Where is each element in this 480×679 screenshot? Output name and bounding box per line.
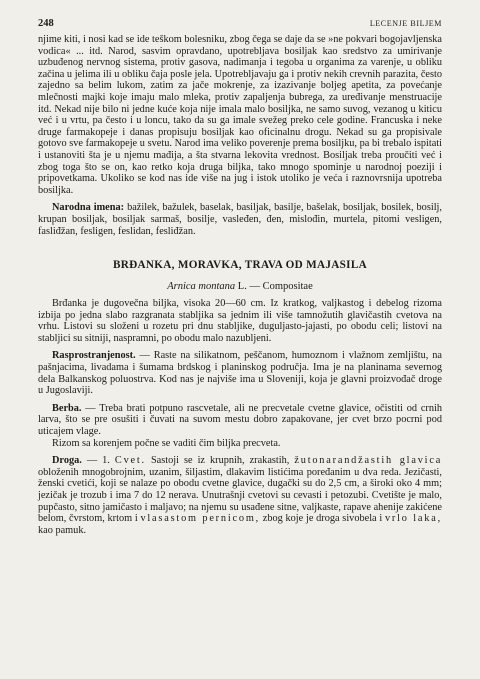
- author-abbrev: L.: [237, 281, 247, 293]
- running-title: LECENJE BILJEM: [369, 19, 442, 28]
- basil-usage-paragraph: njime kiti, i nosi kad se ide teškom bolesniku, zbog čega se daje da se »ne pokvari bogojavljenska vodica« ... itd. Narod, sasvim opravdano, upotrebljava bosiljak kao sredstvo za umirivanje uzbuđenog nervnog sistema, protiv gasova, nadimanja i tegoba u organima za varenje, u obliku začina u jelima ili u obliku čaja posle jela. Upotrebljavaju ga i protiv nekih crevnih parazita, često zajedno sa belim lukom, zatim za jače mokrenje, za izazivanje boljeg apetita, za povećanje mlečnosti majki koje imaju malo mleka, protiv zapaljenja bubrega, za uređivanje menstruacije itd. Nekad nije bilo ni jedne kuće koja nije imala malo bosiljka, ne samo suvog, vezanog u kiticu već i u vrtu, pa često i u loncu, tako da su ga imale svežeg preko cele godine. Francuska i neke druge farmakopeje i danas propisuju bosiljak kao oficinalnu drogu. Nekad su ga propisivale gotovo sve farmakopeje u svetu. Narod ima veliko poverenje prema bosiljku, pa bi trebalo ispitati i ustanoviti šta je u njemu mađija, a šta stvarna lekovita vrednost. Bosiljak treba proučiti već i zbog toga što se on, kao retko koja druga biljka, tako mnogo spominje u narodnoj poeziji i pripovetkama. Ukoliko se kod nas ide više na jug i istok utoliko je veća i raznovrsnija upotreba bosiljka.: [38, 34, 442, 196]
- drug-text-5: kao pamuk.: [38, 524, 87, 536]
- distribution-text: — Raste na silikatnom, peščanom, humoznom i vlažnom zemljištu, na pašnjacima, livadama i šumama brdskog i planinskog područja. Ima je na planinama severnog dela Balkanskog poluostrva. Kod nas je najviše ima u Sloveniji, koja je glavni proizvođač droge u Jugoslaviji.: [38, 350, 443, 397]
- drug-label: Droga.: [52, 455, 82, 467]
- description-paragraph: Brđanka je dugovečna biljka, visoka 20—60 cm. Iz kratkog, valjkastog i debelog rizoma izbija po jedna slabo razgranata stabljika sa jednim ili više tamnožutih glavičastih cvetova na vrhu. Listovi su složeni u rozetu pri dnu stabljike, duguljasto-jajasti, po obodu celi; listovi na stabljici su sitniji, naspramni, po obodu malo nazubljeni.: [38, 298, 442, 344]
- section-title: BRĐANKA, MORAVKA, TRAVA OD MAJASILA: [113, 259, 367, 272]
- harvest-text: — Treba brati potpuno rascvetale, ali ne precvetale cvetne glavice, očistiti od crnih larva, što se pre osušiti i čuvati na suvom mestu dobro zapakovane, jer cvet brzo pocrni pod uticajem vlage.: [38, 402, 443, 438]
- drug-spaced-glavice: žutonarandžastih glavica: [294, 455, 443, 467]
- plant-family: — Compositae: [249, 281, 313, 293]
- drug-paragraph: [38, 455, 442, 536]
- page-number: 248: [38, 18, 54, 29]
- drug-text-3: obloženih mnogobrojnim, uzanim, šiljastim, dlakavim listićima poređanim u dva reda. Jezičasti, ženski cvetići, koji se nalaze po obodu cvetne glavice, dugački su do 2,5 cm, a široki oko 4 mm; jezičak je trozub i ima 7 do 12 nerava. Unutrašnji cvetovi su cevasti i petozubi. Cvetište je malo, pupčasto, sitno jamičasto i maljavo; na njemu su usađene sitne, valjkaste, rapave ahenije zakićene belom, čvrstom, krtom i: [38, 466, 442, 525]
- species-subtitle: [38, 281, 442, 292]
- harvest-label: Berba.: [52, 402, 82, 414]
- rhizome-paragraph: Rizom sa korenjem počne se vaditi čim biljka precveta.: [52, 437, 281, 449]
- latin-name: Arnica montana: [167, 281, 236, 293]
- drug-spaced-pernica: vlasastom pernicom,: [140, 513, 261, 525]
- distribution-label: Rasprostranjenost.: [52, 350, 136, 362]
- drug-text-1: — 1.: [86, 455, 110, 467]
- distribution-paragraph: [38, 350, 442, 396]
- drug-spaced-cvet: Cvet.: [114, 455, 146, 467]
- folk-names-paragraph: [38, 202, 442, 237]
- drug-spaced-laka: vrlo laka,: [384, 513, 442, 525]
- page-header: [38, 18, 442, 34]
- harvest-paragraph: [38, 403, 442, 438]
- folk-names-label: Narodna imena:: [52, 202, 125, 214]
- drug-text-2: Sastoji se iz krupnih, zrakastih,: [150, 455, 290, 467]
- folk-names-text: bažilek, bažulek, baselak, basiljak, basilje, bašelak, bosiljak, bosilek, bosilj, krupan bosiljak, bosiljak sarmaš, bosilje, vasleđen, đen, mislođin, murtela, pitomi vesligen, fasliđžan, fesligen, feslidan, fesliđžan.: [38, 202, 442, 237]
- drug-text-4: zbog koje je droga sivobela i: [262, 513, 383, 525]
